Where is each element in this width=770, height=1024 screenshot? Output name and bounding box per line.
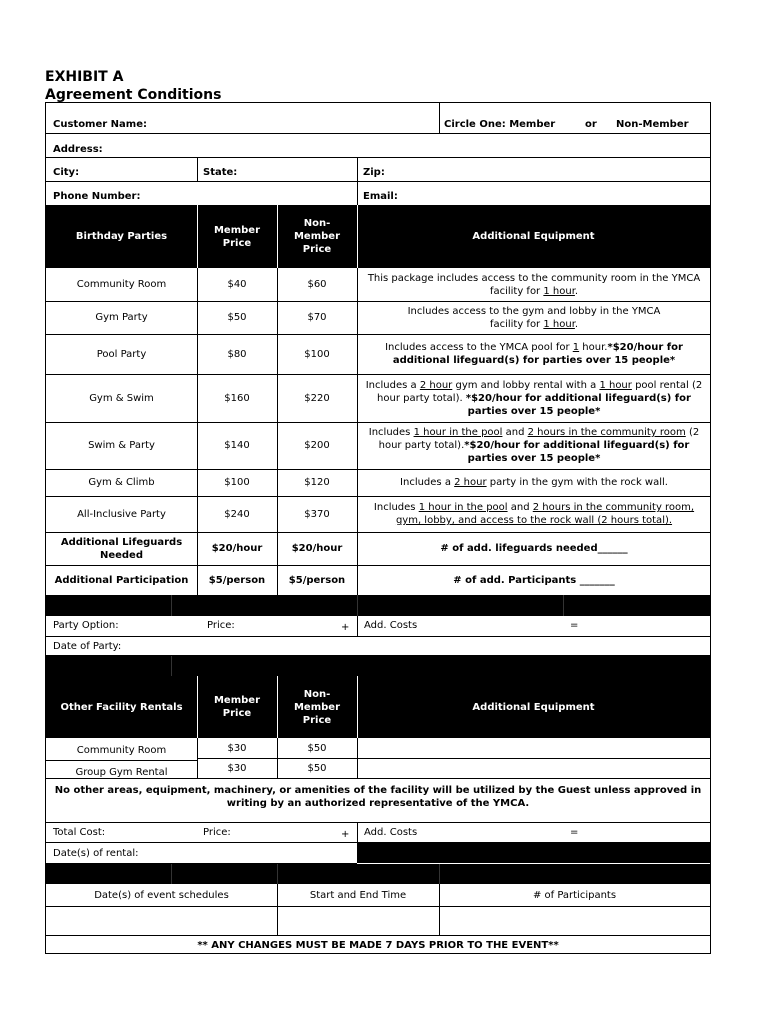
schedule-participants-input[interactable] <box>439 906 710 935</box>
party-row-member-price: $5/person <box>208 574 266 586</box>
divider <box>439 864 440 884</box>
rental-nonmember-community-room: $50 <box>307 742 327 754</box>
divider <box>171 864 172 884</box>
desc-underline: 2 hours in the community room <box>527 427 686 438</box>
divider <box>277 738 278 778</box>
header-birthday-parties: Birthday Parties <box>75 231 168 242</box>
divider <box>46 133 710 134</box>
rental-equals: = <box>570 827 579 838</box>
circle-or: or <box>585 119 597 130</box>
desc-community-room <box>361 268 707 301</box>
desc-text: . <box>574 285 579 297</box>
divider <box>277 268 278 595</box>
divider <box>357 595 358 616</box>
desc-add-participants[interactable]: # of add. Participants _______ <box>453 574 615 586</box>
separator-bar <box>46 595 710 616</box>
rental-add-costs-label: Add. Costs <box>364 827 418 838</box>
exhibit-subtitle: Agreement Conditions <box>45 87 222 103</box>
divider <box>171 656 172 676</box>
divider <box>357 738 358 778</box>
party-date-label: Date of Party: <box>53 641 122 652</box>
party-row-name: Gym & Swim <box>89 392 154 404</box>
party-add-costs-label: Add. Costs <box>364 620 418 631</box>
party-row-nonmember-price: $20/hour <box>291 543 343 554</box>
party-plus: + <box>341 622 350 633</box>
desc-text: and <box>502 427 528 438</box>
desc-swim-party <box>361 422 707 469</box>
desc-pool-party <box>361 334 707 374</box>
desc-text: Includes a <box>400 477 455 488</box>
desc-underline: 1 <box>572 342 580 353</box>
party-row-name: Gym & Climb <box>88 477 155 488</box>
header-rental-nonmember-price: Non-Member Price <box>293 688 341 726</box>
desc-bold: *$20/hour for additional lifeguard(s) for parties over 15 people* <box>464 440 690 464</box>
party-row-name: All-Inclusive Party <box>77 508 166 520</box>
address-label: Address: <box>53 144 103 155</box>
party-row-nonmember-price: $120 <box>304 477 330 488</box>
desc-text: (2 hour party total). <box>378 427 700 451</box>
schedule-dates-input[interactable] <box>46 906 277 935</box>
desc-add-lifeguards[interactable]: # of add. lifeguards needed______ <box>440 543 628 554</box>
desc-underline: 1 hour in the pool <box>413 427 503 438</box>
party-row-name: Gym Party <box>95 312 148 323</box>
circle-non-member[interactable]: Non-Member <box>616 119 689 130</box>
rental-price-label: Price: <box>203 827 231 838</box>
header-nonmember-price: Non-Member Price <box>293 218 341 255</box>
divider <box>277 864 278 884</box>
rental-nonmember-group-gym: $50 <box>307 762 327 774</box>
email-label: Email: <box>363 191 398 202</box>
rental-dates-black <box>357 843 710 863</box>
divider <box>357 268 358 595</box>
party-price-label: Price: <box>207 620 235 631</box>
party-row-name: Additional Lifeguards Needed <box>60 536 183 561</box>
desc-bold: *$20/hour for additional lifeguard(s) for parties over 15 people* <box>392 342 683 366</box>
desc-bold: *$20/hour for additional lifeguard(s) for parties over 15 people* <box>465 392 691 417</box>
header-strip <box>46 656 171 676</box>
divider <box>357 616 358 636</box>
party-row-name: Pool Party <box>96 348 147 360</box>
total-cost-label: Total Cost: <box>53 827 106 838</box>
party-option-label: Party Option: <box>53 620 119 631</box>
divider <box>357 822 358 842</box>
desc-gym-climb <box>361 469 707 496</box>
divider <box>439 103 440 133</box>
party-row-name: Community Room <box>76 279 167 290</box>
party-row-nonmember-price: $220 <box>304 392 330 404</box>
party-row-member-price: $20/hour <box>211 543 263 554</box>
desc-text: Includes <box>368 427 414 438</box>
schedule-time-header: Start and End Time <box>309 889 407 901</box>
schedule-participants-header: # of Participants <box>532 889 617 901</box>
rental-member-community-room: $30 <box>227 742 247 754</box>
desc-underline: 1 hour <box>543 318 575 330</box>
header-member-price: Member Price <box>213 224 261 249</box>
zip-label: Zip: <box>363 167 385 178</box>
exhibit-title: EXHIBIT A <box>45 69 124 85</box>
divider <box>197 738 198 778</box>
party-row-member-price: $140 <box>224 440 250 451</box>
schedule-time-input[interactable] <box>277 906 439 935</box>
customer-name-label: Customer Name: <box>53 119 147 130</box>
header-other-rentals: Other Facility Rentals <box>60 701 183 713</box>
rental-name-group-gym: Group Gym Rental <box>75 766 168 778</box>
party-row-member-price: $50 <box>227 312 247 323</box>
party-row-nonmember-price: $70 <box>307 312 327 323</box>
party-row-name: Swim & Party <box>88 440 155 451</box>
desc-text: hour. <box>579 342 608 353</box>
rental-notice: No other areas, equipment, machinery, or amenities of the facility will be utilized by the Guest unless approved in writing by an authorized representative of the YMCA. <box>54 785 702 809</box>
party-row-nonmember-price: $100 <box>304 348 330 360</box>
rental-plus: + <box>341 829 350 840</box>
separator-bar-2 <box>46 864 710 884</box>
desc-underline: 1 hour <box>599 379 632 391</box>
rental-dates-label: Date(s) of rental: <box>53 848 139 859</box>
divider <box>46 181 710 182</box>
header-rental-member-price: Member Price <box>213 695 261 719</box>
party-row-nonmember-price: $60 <box>307 279 327 290</box>
divider <box>171 595 172 616</box>
party-row-member-price: $100 <box>224 477 250 488</box>
schedule-dates-header: Date(s) of event schedules <box>94 889 229 901</box>
agreement-form <box>45 102 711 954</box>
desc-underline: 2 hour <box>419 379 453 391</box>
party-row-nonmember-price: $200 <box>304 440 330 451</box>
desc-underline: 2 hours in the community room, gym, lobby, and access to the rock wall (2 hours total). <box>395 502 695 526</box>
city-label: City: <box>53 167 80 178</box>
divider <box>563 595 564 616</box>
header-rental-equipment: Additional Equipment <box>472 701 595 713</box>
state-label: State: <box>203 167 238 178</box>
party-row-member-price: $40 <box>227 279 247 290</box>
desc-underline: 2 hour <box>454 477 487 488</box>
desc-text: Includes <box>373 502 419 513</box>
desc-text: Includes access to the YMCA pool for <box>385 342 573 353</box>
desc-text: Includes access to the gym and lobby in the YMCA facility for <box>407 305 661 330</box>
footer-notice: ** ANY CHANGES MUST BE MADE 7 DAYS PRIOR TO THE EVENT** <box>197 939 559 951</box>
desc-gym-party <box>361 301 707 334</box>
phone-label: Phone Number: <box>53 191 141 202</box>
divider <box>197 157 198 181</box>
header-additional-equipment: Additional Equipment <box>472 231 595 242</box>
desc-text: pool rental (2 hour party total). <box>377 379 703 404</box>
party-row-member-price: $240 <box>224 508 250 520</box>
divider <box>46 636 710 637</box>
party-row-name: Additional Participation <box>54 574 189 586</box>
exhibit-heading <box>45 68 221 104</box>
party-row-member-price: $160 <box>224 392 250 404</box>
rental-member-group-gym: $30 <box>227 762 247 774</box>
party-equals: = <box>570 620 579 631</box>
party-row-nonmember-price: $5/person <box>288 574 346 586</box>
desc-text: gym and lobby rental with a <box>452 379 600 391</box>
divider <box>46 157 710 158</box>
circle-one-member[interactable]: Circle One: Member <box>444 119 556 130</box>
desc-text: party in the gym with the rock wall. <box>486 477 668 488</box>
desc-all-inclusive <box>361 496 707 532</box>
desc-text: This package includes access to the community room in the YMCA facility for <box>367 272 701 297</box>
party-row-member-price: $80 <box>227 348 247 360</box>
party-row-nonmember-price: $370 <box>304 508 330 520</box>
divider <box>197 268 198 595</box>
desc-underline: 1 hour <box>543 285 575 297</box>
desc-underline: 1 hour in the pool <box>418 502 508 513</box>
desc-text: Includes a <box>365 379 420 391</box>
rental-name-community-room: Community Room <box>76 744 167 756</box>
divider <box>46 822 710 823</box>
desc-text: . <box>574 318 579 330</box>
desc-gym-swim <box>361 374 707 422</box>
desc-text: and <box>507 502 533 513</box>
